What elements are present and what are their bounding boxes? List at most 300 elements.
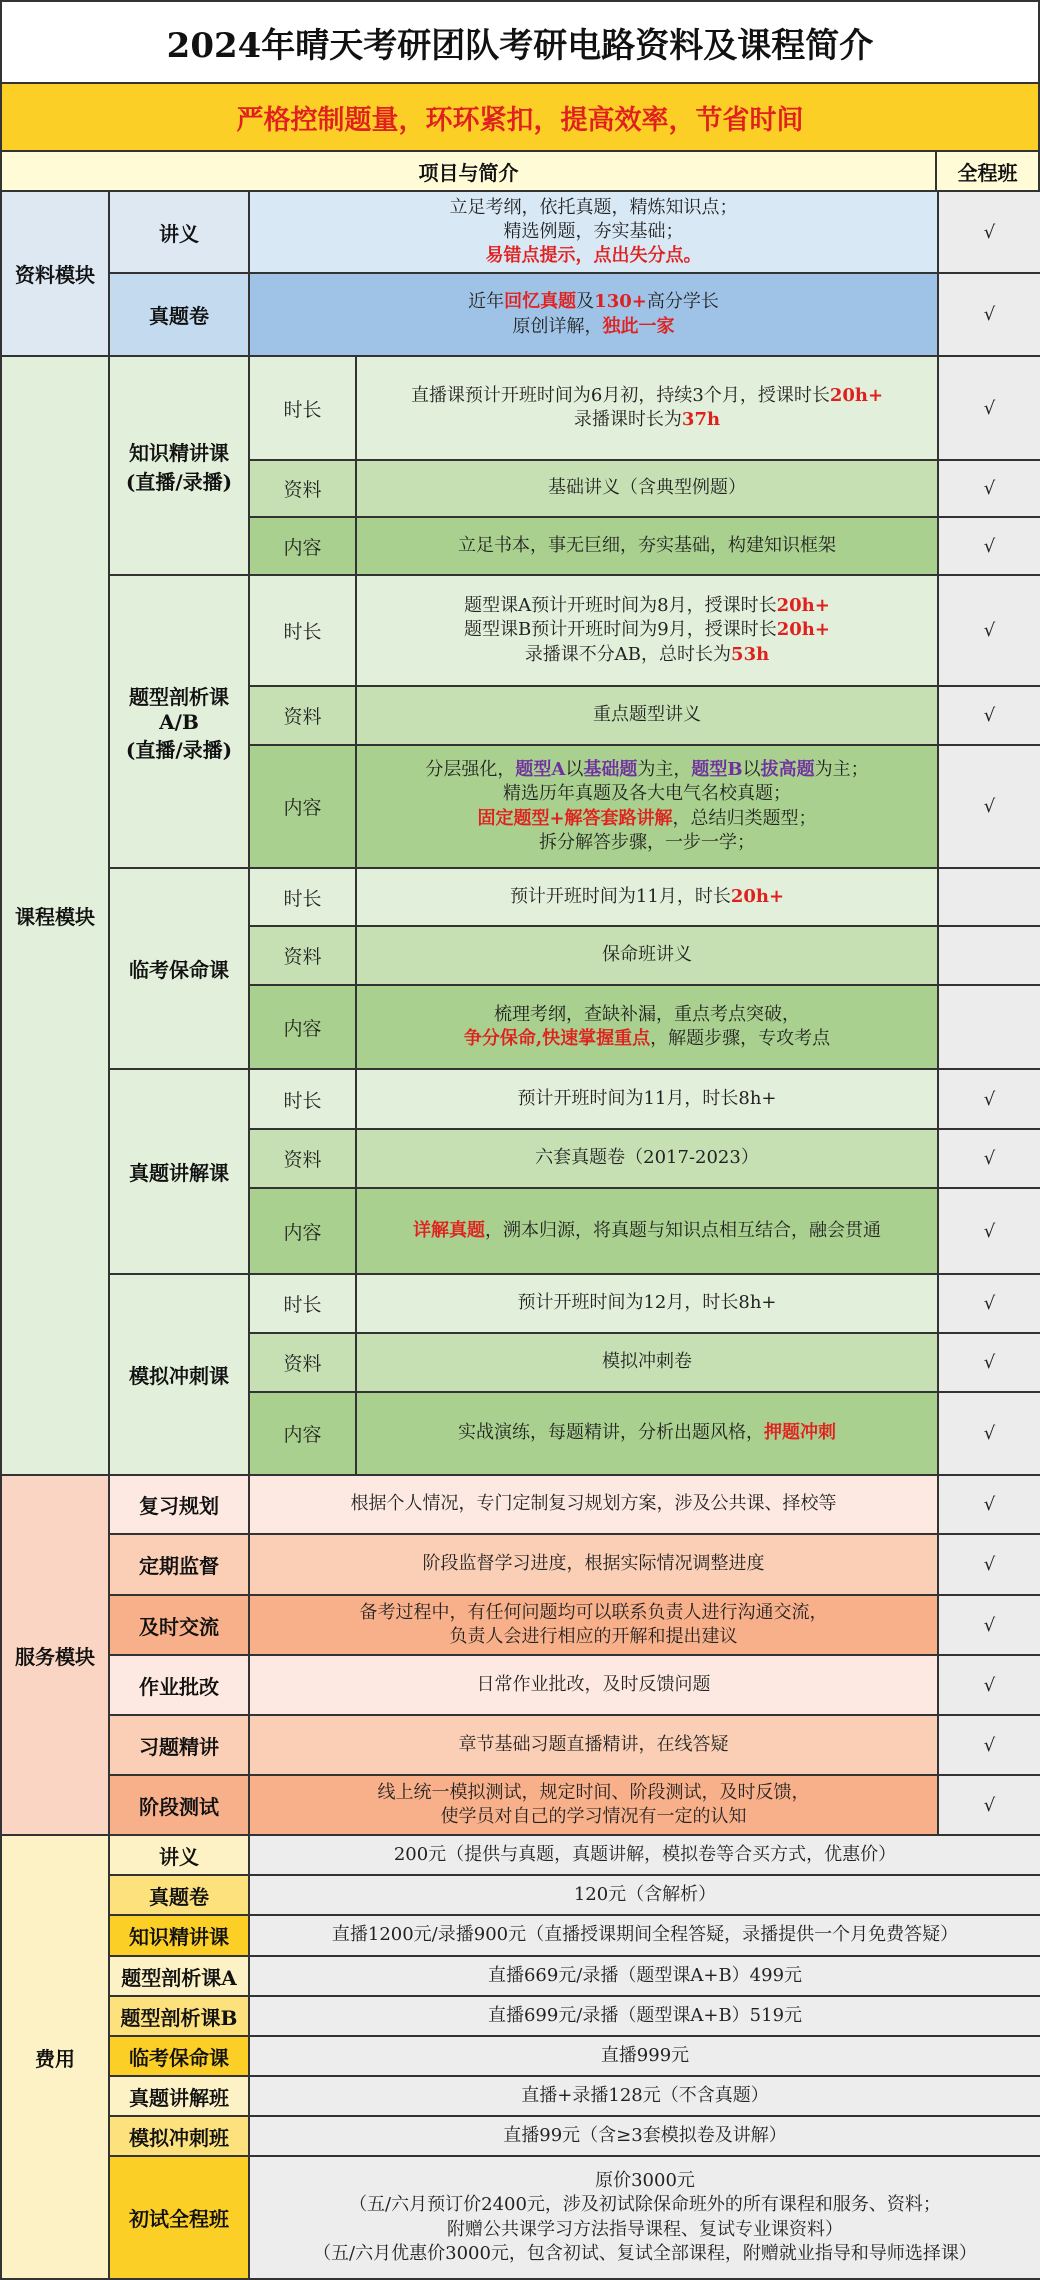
fee-item-name: [108, 2035, 250, 2077]
description: [459, 1733, 729, 1757]
check-mark: [937, 1594, 1040, 1656]
course-row-label-text: 资料: [283, 479, 322, 501]
fee-item-name-text: 初试全程班: [129, 2207, 229, 2231]
check-mark-icon: √: [983, 304, 996, 325]
course-row-label: [248, 1068, 357, 1130]
description-text: 分层强化，: [425, 759, 516, 781]
check-mark-icon: √: [983, 535, 996, 557]
check-mark: [937, 984, 1040, 1070]
check-mark: [937, 516, 1040, 576]
description-text: 直播999元: [600, 2044, 690, 2066]
course-row-label: [248, 1273, 357, 1334]
check-mark: [937, 1068, 1040, 1130]
description: [458, 534, 836, 558]
description-text: 重点题型讲义: [593, 704, 701, 726]
description-text: ，溯本归源，将真题与知识点相互结合，融会贯通: [485, 1219, 881, 1241]
description-text: 近年: [468, 291, 505, 313]
description-line: [450, 220, 738, 244]
fee-item-name-text: 知识精讲课: [129, 1925, 229, 1949]
fee-item-name: [108, 1834, 250, 1876]
description: [510, 885, 784, 909]
description-text: 高分学长: [646, 291, 719, 313]
highlight-text: 争分保命,快速掌握重点: [463, 1028, 651, 1049]
fee-description: [248, 1955, 1040, 1997]
description-text: 题型课A预计开班时间为8月，授课时长: [464, 595, 777, 617]
description-line: [394, 1843, 896, 1867]
course-row-label-text: 时长: [283, 398, 322, 421]
course-row-description: [355, 1128, 939, 1189]
service-name: [108, 1594, 250, 1656]
check-mark: [937, 1774, 1040, 1836]
fee-description: [248, 1874, 1040, 1916]
description-text: 200元（提供与真题，真题讲解，模拟卷等合买方式，优惠价）: [393, 1843, 897, 1865]
service-name: [108, 1714, 250, 1776]
description-line: [313, 2218, 977, 2242]
description-line: [450, 244, 738, 268]
description: [477, 1673, 711, 1697]
course-row-description: [355, 1391, 939, 1476]
description-line: [488, 2004, 802, 2028]
check-mark: [937, 190, 1040, 274]
fee-item-name-text: 模拟冲刺班: [129, 2125, 229, 2150]
section-services: [0, 1474, 110, 1836]
description-text: 录播课时长为: [573, 409, 682, 430]
description: [517, 1291, 776, 1315]
description: [332, 1923, 958, 1947]
course-row-label-text: 内容: [283, 797, 322, 819]
description-line: [332, 1923, 958, 1947]
material-name-text: 讲义: [159, 221, 199, 246]
description-line: [413, 1219, 881, 1243]
check-mark: [937, 1714, 1040, 1776]
description-line: [464, 618, 830, 642]
description: [601, 2044, 689, 2068]
service-description: [248, 1714, 939, 1776]
header-col-main: 项目与简介: [0, 150, 937, 192]
fee-item-name-text: 真题讲解班: [129, 2085, 229, 2110]
description-line: [548, 476, 746, 500]
description-line: [313, 2169, 977, 2193]
description-line: [593, 703, 701, 727]
highlight-text: 20h+: [776, 595, 830, 617]
course-name: [108, 574, 250, 869]
fee-description: [248, 1834, 1040, 1876]
course-row-description: [355, 516, 939, 576]
description-line: [602, 1350, 692, 1374]
description-text: 日常作业批改，及时反馈问题: [476, 1673, 711, 1695]
description-text: 直播+录播128元（不含真题）: [521, 2084, 769, 2106]
description-text: 原创详解，: [512, 315, 603, 337]
description-text: 预计开班时间为11月，时长8h+: [517, 1087, 777, 1109]
description-line: [510, 885, 784, 909]
course-row-description: [355, 867, 939, 927]
course-row-label-text: 时长: [283, 887, 322, 910]
highlight-text: 20h+: [730, 885, 785, 907]
fee-description: [248, 2035, 1040, 2077]
course-row-label-text: 内容: [283, 1221, 322, 1244]
description: [464, 594, 830, 666]
check-mark-icon: √: [983, 1148, 996, 1169]
check-mark-icon: √: [983, 1220, 996, 1242]
description-text: 负责人会进行相应的开解和提出建议: [449, 1626, 738, 1647]
description: [464, 1003, 830, 1051]
section-fees: [0, 1834, 110, 2280]
highlight-text: 37h: [681, 409, 721, 430]
check-mark: [937, 272, 1040, 357]
course-name-text: 临考保命课: [129, 958, 229, 982]
description-text: 使学员对自己的学习情况有一定的认知: [440, 1806, 747, 1827]
description-text: （五/六月预订价2400元，涉及初试除保命班外的所有课程和服务、资料；: [349, 2194, 941, 2216]
check-mark: [937, 574, 1040, 687]
course-row-label-text: 时长: [283, 1089, 322, 1112]
description: [488, 1964, 802, 1988]
check-mark-icon: √: [983, 1352, 996, 1373]
description: [488, 2004, 802, 2028]
course-row-label: [248, 1128, 357, 1189]
description-text: 题型课B预计开班时间为9月，授课时长: [464, 619, 777, 641]
material-name: [108, 272, 250, 357]
course-row-label-text: 资料: [283, 946, 322, 968]
description-line: [458, 534, 836, 558]
description-line: [517, 1291, 776, 1315]
course-name: [108, 355, 250, 576]
check-mark-icon: √: [983, 796, 996, 817]
description-text: 精选例题，夯实基础；: [503, 220, 684, 242]
description: [602, 943, 692, 967]
fee-item-name: [108, 2155, 250, 2280]
description-text: 直播1200元/录播900元（直播授课期间全程答疑，录播提供一个月免费答疑）: [331, 1924, 959, 1946]
description-text: 根据个人情况，专门定制复习规划方案，涉及公共课、择校等: [350, 1493, 837, 1515]
description: [413, 1219, 881, 1243]
description-line: [477, 1673, 711, 1697]
description: [535, 1146, 759, 1170]
description-line: [351, 1492, 837, 1516]
course-row-description: [355, 1332, 939, 1393]
section-courses: [0, 355, 110, 1476]
description-text: 梳理考纲，查缺补漏，重点考点突破，: [493, 1003, 800, 1025]
course-row-description: [355, 744, 939, 869]
check-mark-icon: √: [983, 221, 996, 243]
section-materials-text: 资料模块: [15, 263, 95, 287]
course-name: [108, 1068, 250, 1275]
description-line: [521, 2084, 768, 2108]
description-line: [517, 1087, 776, 1111]
check-mark: [937, 1654, 1040, 1716]
description: [517, 1087, 776, 1111]
description-text: 直播669元/录播（题型课A+B）499元: [487, 1964, 803, 1986]
description-text: ，总结归类题型；: [672, 807, 817, 829]
course-row-description: [355, 1068, 939, 1130]
description: [423, 1552, 765, 1576]
description-text: 录播课不分AB，总时长为: [524, 643, 732, 665]
description-text: 拆分解答步骤，一步一学；: [539, 831, 755, 853]
description-line: [464, 594, 830, 618]
check-mark-icon: √: [983, 1614, 996, 1636]
material-description: [248, 272, 939, 357]
description: [313, 2169, 977, 2265]
description-line: [425, 831, 868, 855]
description-line: [464, 643, 830, 667]
fee-description: [248, 1914, 1040, 1957]
fee-item-name: [108, 1995, 250, 2037]
highlight-text: 题型A: [515, 759, 566, 781]
description-text: 基础讲义（含典型例题）: [548, 477, 746, 499]
service-name-text: 及时交流: [139, 1614, 219, 1639]
service-description: [248, 1474, 939, 1535]
course-row-label: [248, 1332, 357, 1393]
description-text: （五/六月优惠价3000元，包含初试、复试全部课程，附赠就业指导和导师选择课）: [313, 2242, 977, 2264]
description-text: 阶段监督学习进度，根据实际情况调整进度: [422, 1553, 765, 1575]
check-mark: [937, 1187, 1040, 1275]
check-mark: [937, 1474, 1040, 1535]
fee-item-name-text: 题型剖析课B: [120, 2005, 238, 2030]
description-line: [450, 196, 738, 220]
highlight-text: 130+: [594, 291, 647, 313]
description-line: [313, 2193, 977, 2217]
check-mark-icon: √: [983, 705, 996, 726]
section-courses-text: 课程模块: [15, 905, 95, 929]
description-text: 实战演练，每题精讲，分析出题风格，: [458, 1422, 764, 1444]
description: [458, 1421, 836, 1445]
description-text: 模拟冲刺卷: [602, 1351, 692, 1373]
highlight-text: 独此一家: [602, 315, 675, 337]
description-text: 为主，: [637, 759, 692, 781]
course-row-description: [355, 1273, 939, 1334]
highlight-text: 回忆真题: [504, 291, 577, 313]
description-line: [360, 1601, 828, 1625]
check-mark: [937, 459, 1040, 518]
fee-item-name: [108, 2075, 250, 2117]
service-name-text: 阶段测试: [139, 1794, 219, 1819]
course-row-label: [248, 459, 357, 518]
check-mark: [937, 355, 1040, 461]
fee-item-name-text: 讲义: [159, 1844, 199, 1869]
check-mark-icon: √: [983, 478, 996, 499]
course-row-label-text: 时长: [283, 621, 322, 643]
course-row-label: [248, 574, 357, 687]
check-mark-icon: √: [983, 1494, 996, 1515]
description-text: 立足书本，事无巨细，夯实基础，构建知识框架: [458, 534, 836, 556]
check-mark-icon: √: [983, 620, 996, 641]
course-row-label-text: 内容: [283, 1424, 322, 1446]
fee-item-name: [108, 2115, 250, 2157]
check-mark: [937, 1128, 1040, 1189]
description-line: [360, 1625, 828, 1649]
description-text: 及: [576, 291, 595, 313]
course-row-label: [248, 925, 357, 986]
check-mark-icon: √: [983, 1293, 996, 1314]
highlight-text: 固定题型+解答套路讲解: [477, 807, 673, 829]
description-text: 预计开班时间为12月，时长8h+: [517, 1292, 777, 1314]
description-line: [425, 807, 868, 831]
highlight-text: 拔高题: [760, 759, 815, 781]
description-line: [378, 1781, 810, 1805]
fee-description: [248, 2115, 1040, 2157]
highlight-text: 题型B: [691, 759, 743, 781]
check-mark: [937, 867, 1040, 927]
description: [425, 758, 868, 854]
course-name: [108, 867, 250, 1070]
description: [360, 1601, 828, 1649]
description-line: [423, 1552, 765, 1576]
fee-description: [248, 1995, 1040, 2037]
description-text: 预计开班时间为11月，时长: [509, 885, 731, 907]
description: [394, 1843, 896, 1867]
course-row-description: [355, 574, 939, 687]
description-text: 保命班讲义: [602, 944, 692, 966]
description: [602, 1350, 692, 1374]
description: [503, 2124, 786, 2148]
fee-item-name-text: 题型剖析课A: [121, 1965, 237, 1990]
course-name: [108, 1273, 250, 1476]
fee-item-name: [108, 1914, 250, 1957]
description-text: 线上统一模拟测试，规定时间、阶段测试，及时反馈，: [377, 1781, 810, 1803]
description-text: 为主；: [814, 759, 869, 781]
slogan-banner: 严格控制题量，环环紧扣，提高效率，节省时间: [0, 82, 1040, 152]
course-name-text: 题型剖析课 A/B (直播/录播): [125, 684, 233, 762]
course-name-text: 知识精讲课 (直播/录播): [125, 440, 233, 494]
highlight-text: 详解真题: [413, 1219, 485, 1241]
material-name-text: 真题卷: [149, 304, 209, 328]
service-description: [248, 1533, 939, 1596]
check-mark: [937, 1533, 1040, 1596]
description: [548, 476, 746, 500]
material-name: [108, 190, 250, 274]
course-row-label-text: 资料: [283, 706, 322, 728]
course-row-label: [248, 685, 357, 746]
description-line: [458, 1421, 836, 1445]
course-row-label-text: 内容: [283, 1017, 322, 1040]
description-line: [459, 1733, 729, 1757]
description-text: 120元（含解析）: [573, 1883, 717, 1905]
description-line: [535, 1146, 759, 1170]
check-mark-icon: √: [983, 1794, 996, 1816]
description-line: [425, 758, 868, 782]
fee-description: [248, 2155, 1040, 2280]
description: [351, 1492, 837, 1516]
material-description: [248, 190, 939, 274]
description: [574, 1883, 716, 1907]
fee-item-name: [108, 1955, 250, 1997]
highlight-text: 20h+: [776, 619, 830, 641]
check-mark-icon: √: [983, 1674, 996, 1696]
description-text: 章节基础习题直播精讲，在线答疑: [458, 1733, 729, 1755]
description: [468, 290, 719, 338]
fee-description: [248, 2075, 1040, 2117]
check-mark-icon: √: [983, 1088, 996, 1110]
page-title: 2024年晴天考研团队考研电路资料及课程简介: [0, 0, 1040, 84]
service-description: [248, 1774, 939, 1836]
description-line: [468, 290, 719, 314]
description-line: [411, 384, 883, 408]
fee-item-name-text: 临考保命课: [129, 2045, 229, 2070]
course-row-label: [248, 516, 357, 576]
description-text: 备考过程中，有任何问题均可以联系负责人进行沟通交流，: [359, 1601, 828, 1623]
description-line: [488, 1964, 802, 1988]
service-description: [248, 1594, 939, 1656]
course-name-text: 真题讲解课: [129, 1161, 229, 1185]
check-mark-icon: √: [983, 397, 996, 419]
description-text: 直播99元（含≥3套模拟卷及讲解）: [503, 2124, 787, 2146]
description: [378, 1781, 810, 1829]
description: [593, 703, 701, 727]
description-text: 附赠公共课学习方法指导课程、复试专业课资料）: [447, 2218, 843, 2240]
course-row-description: [355, 685, 939, 746]
check-mark: [937, 685, 1040, 746]
service-name: [108, 1474, 250, 1535]
description-text: ，解题步骤，专攻考点: [650, 1028, 831, 1049]
description-text: 六套真题卷（2017-2023）: [535, 1147, 759, 1169]
course-row-label: [248, 744, 357, 869]
section-fees-text: 费用: [35, 2046, 75, 2071]
description-text: 精选历年真题及各大电气名校真题；: [503, 783, 791, 805]
description: [411, 384, 883, 432]
service-name-text: 作业批改: [139, 1674, 219, 1699]
section-materials: [0, 190, 110, 357]
course-row-description: [355, 984, 939, 1070]
description-text: 原价3000元: [595, 2170, 695, 2192]
service-name: [108, 1654, 250, 1716]
check-mark-icon: √: [983, 1554, 996, 1575]
course-row-description: [355, 355, 939, 461]
course-row-label-text: 资料: [283, 1149, 322, 1171]
course-row-label: [248, 867, 357, 927]
service-description: [248, 1654, 939, 1716]
check-mark: [937, 1332, 1040, 1393]
course-row-label: [248, 1187, 357, 1275]
course-row-label-text: 时长: [283, 1294, 322, 1316]
service-name-text: 定期监督: [139, 1554, 219, 1578]
section-services-text: 服务模块: [15, 1644, 95, 1669]
highlight-text: 基础题: [583, 759, 638, 781]
description-line: [378, 1805, 810, 1829]
course-row-description: [355, 1187, 939, 1275]
check-mark-icon: √: [983, 1423, 996, 1444]
description-line: [468, 315, 719, 339]
header-col-plan: 全程班: [935, 150, 1040, 192]
description-line: [503, 2124, 786, 2148]
description-text: 立足考纲，依托真题，精炼知识点；: [449, 196, 738, 218]
description: [450, 196, 738, 268]
description-text: 直播699元/录播（题型课A+B）519元: [487, 2004, 803, 2026]
highlight-text: 易错点提示，点出失分点。: [485, 245, 702, 267]
course-row-label: [248, 355, 357, 461]
description-line: [602, 943, 692, 967]
description-text: 以: [742, 759, 761, 781]
fee-item-name: [108, 1874, 250, 1916]
check-mark: [937, 925, 1040, 986]
service-name-text: 习题精讲: [139, 1734, 219, 1759]
description-line: [411, 408, 883, 432]
description-line: [464, 1003, 830, 1027]
description-text: 以: [565, 759, 584, 781]
course-row-label: [248, 1391, 357, 1476]
check-mark-icon: √: [983, 1734, 996, 1756]
course-row-label: [248, 984, 357, 1070]
check-mark: [937, 1273, 1040, 1334]
fee-item-name-text: 真题卷: [149, 1884, 209, 1909]
description-line: [425, 782, 868, 806]
service-name: [108, 1774, 250, 1836]
course-row-description: [355, 925, 939, 986]
course-row-label-text: 资料: [283, 1353, 322, 1375]
service-name-text: 复习规划: [139, 1494, 219, 1518]
description-line: [601, 2044, 689, 2068]
description: [521, 2084, 768, 2108]
description-line: [464, 1027, 830, 1051]
check-mark: [937, 1391, 1040, 1476]
highlight-text: 20h+: [829, 384, 884, 406]
